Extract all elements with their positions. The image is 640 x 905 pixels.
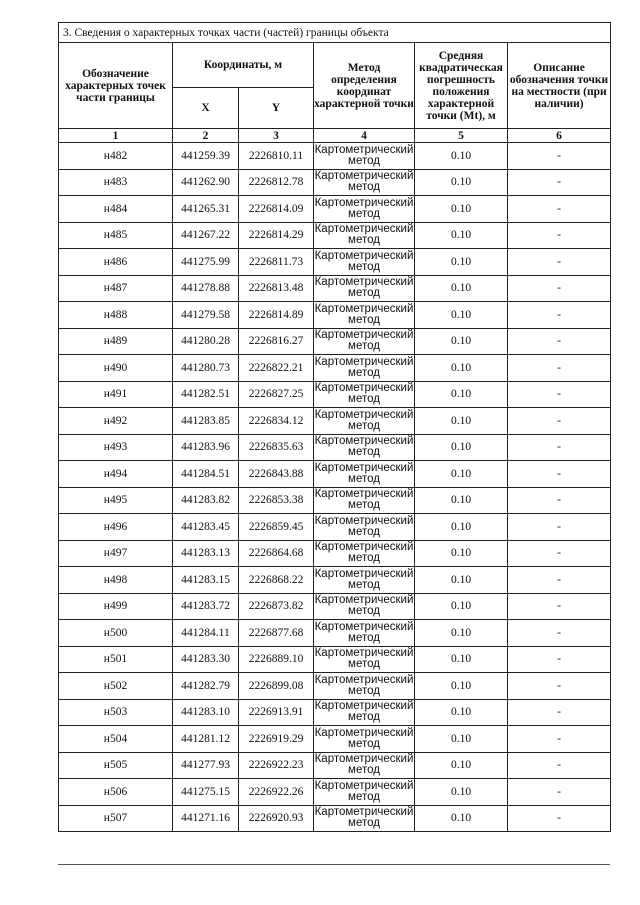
y-coordinate-cell: 2226834.12 [239,408,314,435]
description-cell: - [508,673,611,700]
table-row [59,222,611,249]
description-cell: - [508,540,611,567]
point-designation-cell: н486 [59,249,173,276]
table-row [59,752,611,779]
x-coordinate-cell: 441279.58 [173,302,239,329]
description-cell: - [508,646,611,673]
method-cell: Картометрический метод [314,593,415,620]
method-cell: Картометрический метод [314,461,415,488]
method-cell: Картометрический метод [314,249,415,276]
method-cell: Картометрический метод [314,726,415,753]
x-coordinate-cell: 441271.16 [173,805,239,832]
method-cell: Картометрический метод [314,222,415,249]
y-coordinate-cell: 2226913.91 [239,699,314,726]
error-cell: 0.10 [415,567,508,594]
error-cell: 0.10 [415,169,508,196]
description-cell: - [508,434,611,461]
header-description: Описание обозначения точки на местности (при наличии) [508,43,611,129]
y-coordinate-cell: 2226835.63 [239,434,314,461]
point-designation-cell: н487 [59,275,173,302]
header-y: Y [239,88,314,129]
x-coordinate-cell: 441278.88 [173,275,239,302]
table-body [59,143,611,832]
header-x: X [173,88,239,129]
error-cell: 0.10 [415,381,508,408]
description-cell: - [508,779,611,806]
table-row [59,302,611,329]
y-coordinate-cell: 2226920.93 [239,805,314,832]
y-coordinate-cell: 2226889.10 [239,646,314,673]
y-coordinate-cell: 2226814.89 [239,302,314,329]
error-cell: 0.10 [415,408,508,435]
description-cell: - [508,408,611,435]
method-cell: Картометрический метод [314,302,415,329]
table-row [59,726,611,753]
x-coordinate-cell: 441283.13 [173,540,239,567]
y-coordinate-cell: 2226810.11 [239,143,314,170]
column-number: 1 [59,129,173,143]
y-coordinate-cell: 2226853.38 [239,487,314,514]
column-number: 6 [508,129,611,143]
error-cell: 0.10 [415,461,508,488]
point-designation-cell: н507 [59,805,173,832]
table-row [59,646,611,673]
point-designation-cell: н482 [59,143,173,170]
x-coordinate-cell: 441283.85 [173,408,239,435]
method-cell: Картометрический метод [314,143,415,170]
point-designation-cell: н493 [59,434,173,461]
error-cell: 0.10 [415,514,508,541]
error-cell: 0.10 [415,222,508,249]
y-coordinate-cell: 2226812.78 [239,169,314,196]
table-row [59,355,611,382]
y-coordinate-cell: 2226899.08 [239,673,314,700]
y-coordinate-cell: 2226813.48 [239,275,314,302]
error-cell: 0.10 [415,355,508,382]
method-cell: Картометрический метод [314,805,415,832]
table-row [59,487,611,514]
method-cell: Картометрический метод [314,169,415,196]
y-coordinate-cell: 2226922.26 [239,779,314,806]
method-cell: Картометрический метод [314,408,415,435]
method-cell: Картометрический метод [314,752,415,779]
method-cell: Картометрический метод [314,381,415,408]
point-designation-cell: н500 [59,620,173,647]
x-coordinate-cell: 441262.90 [173,169,239,196]
table-row [59,699,611,726]
y-coordinate-cell: 2226814.09 [239,196,314,223]
point-designation-cell: н502 [59,673,173,700]
error-cell: 0.10 [415,275,508,302]
table-row [59,567,611,594]
description-cell: - [508,514,611,541]
footer-divider [58,864,610,865]
description-cell: - [508,567,611,594]
table-row [59,408,611,435]
table-row [59,249,611,276]
y-coordinate-cell: 2226822.21 [239,355,314,382]
description-cell: - [508,752,611,779]
method-cell: Картометрический метод [314,699,415,726]
point-designation-cell: н485 [59,222,173,249]
x-coordinate-cell: 441265.31 [173,196,239,223]
point-designation-cell: н491 [59,381,173,408]
x-coordinate-cell: 441282.51 [173,381,239,408]
y-coordinate-cell: 2226843.88 [239,461,314,488]
point-designation-cell: н494 [59,461,173,488]
y-coordinate-cell: 2226864.68 [239,540,314,567]
x-coordinate-cell: 441280.73 [173,355,239,382]
column-number: 5 [415,129,508,143]
point-designation-cell: н504 [59,726,173,753]
column-number: 3 [239,129,314,143]
table-row [59,673,611,700]
error-cell: 0.10 [415,752,508,779]
error-cell: 0.10 [415,673,508,700]
y-coordinate-cell: 2226922.23 [239,752,314,779]
description-cell: - [508,805,611,832]
x-coordinate-cell: 441281.12 [173,726,239,753]
description-cell: - [508,699,611,726]
x-coordinate-cell: 441277.93 [173,752,239,779]
method-cell: Картометрический метод [314,328,415,355]
x-coordinate-cell: 441283.30 [173,646,239,673]
table-row [59,779,611,806]
y-coordinate-cell: 2226811.73 [239,249,314,276]
error-cell: 0.10 [415,487,508,514]
error-cell: 0.10 [415,646,508,673]
header-method: Метод определения координат характерной точки [314,43,415,129]
y-coordinate-cell: 2226827.25 [239,381,314,408]
x-coordinate-cell: 441284.51 [173,461,239,488]
column-number: 4 [314,129,415,143]
point-designation-cell: н495 [59,487,173,514]
point-designation-cell: н499 [59,593,173,620]
point-designation-cell: н484 [59,196,173,223]
description-cell: - [508,143,611,170]
y-coordinate-cell: 2226877.68 [239,620,314,647]
header-designation: Обозначение характерных точек части границы [59,43,173,129]
description-cell: - [508,355,611,382]
point-designation-cell: н490 [59,355,173,382]
error-cell: 0.10 [415,143,508,170]
x-coordinate-cell: 441283.96 [173,434,239,461]
table-row [59,805,611,832]
method-cell: Картометрический метод [314,514,415,541]
point-designation-cell: н496 [59,514,173,541]
description-cell: - [508,328,611,355]
y-coordinate-cell: 2226816.27 [239,328,314,355]
method-cell: Картометрический метод [314,540,415,567]
table-row [59,593,611,620]
error-cell: 0.10 [415,328,508,355]
method-cell: Картометрический метод [314,275,415,302]
method-cell: Картометрический метод [314,355,415,382]
table-row [59,434,611,461]
description-cell: - [508,726,611,753]
table-row [59,275,611,302]
description-cell: - [508,196,611,223]
description-cell: - [508,620,611,647]
table-row [59,169,611,196]
x-coordinate-cell: 441283.15 [173,567,239,594]
description-cell: - [508,302,611,329]
x-coordinate-cell: 441283.10 [173,699,239,726]
point-designation-cell: н489 [59,328,173,355]
y-coordinate-cell: 2226868.22 [239,567,314,594]
method-cell: Картометрический метод [314,646,415,673]
x-coordinate-cell: 441267.22 [173,222,239,249]
x-coordinate-cell: 441284.11 [173,620,239,647]
description-cell: - [508,487,611,514]
y-coordinate-cell: 2226873.82 [239,593,314,620]
point-designation-cell: н505 [59,752,173,779]
method-cell: Картометрический метод [314,567,415,594]
header-coordinates: Координаты, м [173,43,314,88]
point-designation-cell: н488 [59,302,173,329]
table-row [59,540,611,567]
description-cell: - [508,381,611,408]
method-cell: Картометрический метод [314,673,415,700]
description-cell: - [508,169,611,196]
x-coordinate-cell: 441275.15 [173,779,239,806]
x-coordinate-cell: 441282.79 [173,673,239,700]
error-cell: 0.10 [415,620,508,647]
error-cell: 0.10 [415,302,508,329]
description-cell: - [508,275,611,302]
x-coordinate-cell: 441280.28 [173,328,239,355]
header-error: Средняя квадратическая погрешность положения характерной точки (Mt), м [415,43,508,129]
point-designation-cell: н506 [59,779,173,806]
error-cell: 0.10 [415,805,508,832]
point-designation-cell: н497 [59,540,173,567]
y-coordinate-cell: 2226859.45 [239,514,314,541]
table-row [59,381,611,408]
column-number: 2 [173,129,239,143]
point-designation-cell: н492 [59,408,173,435]
description-cell: - [508,461,611,488]
description-cell: - [508,593,611,620]
method-cell: Картометрический метод [314,196,415,223]
x-coordinate-cell: 441283.72 [173,593,239,620]
error-cell: 0.10 [415,249,508,276]
table-row [59,461,611,488]
x-coordinate-cell: 441283.82 [173,487,239,514]
table-row [59,620,611,647]
error-cell: 0.10 [415,593,508,620]
y-coordinate-cell: 2226814.29 [239,222,314,249]
table-row [59,328,611,355]
table-row [59,514,611,541]
point-designation-cell: н498 [59,567,173,594]
method-cell: Картометрический метод [314,620,415,647]
table-row [59,196,611,223]
error-cell: 0.10 [415,434,508,461]
description-cell: - [508,249,611,276]
table-row [59,143,611,170]
description-cell: - [508,222,611,249]
x-coordinate-cell: 441259.39 [173,143,239,170]
error-cell: 0.10 [415,699,508,726]
document-sheet [58,22,610,832]
boundary-points-table [58,22,611,832]
error-cell: 0.10 [415,540,508,567]
point-designation-cell: н501 [59,646,173,673]
column-number-row [59,129,611,143]
point-designation-cell: н503 [59,699,173,726]
x-coordinate-cell: 441283.45 [173,514,239,541]
method-cell: Картометрический метод [314,434,415,461]
table-caption: 3. Сведения о характерных точках части (частей) границы объекта [59,23,611,43]
error-cell: 0.10 [415,779,508,806]
point-designation-cell: н483 [59,169,173,196]
method-cell: Картометрический метод [314,779,415,806]
y-coordinate-cell: 2226919.29 [239,726,314,753]
error-cell: 0.10 [415,726,508,753]
method-cell: Картометрический метод [314,487,415,514]
error-cell: 0.10 [415,196,508,223]
x-coordinate-cell: 441275.99 [173,249,239,276]
